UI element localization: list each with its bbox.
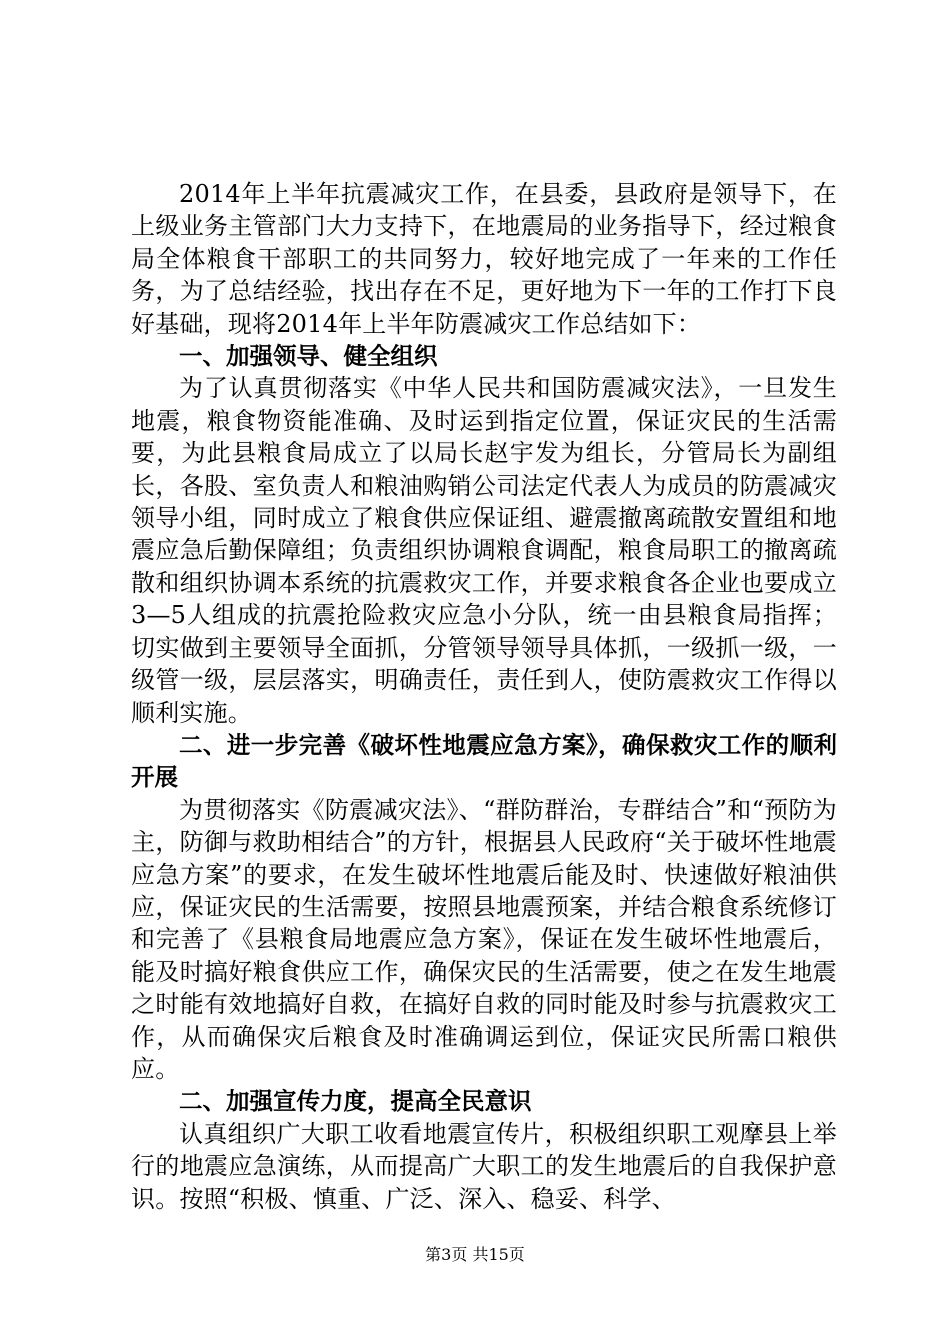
document-body <box>131 178 837 1215</box>
page-number-footer: 第3页 共15页 <box>425 1245 525 1264</box>
section-3-heading: 二、加强宣传力度，提高全民意识 <box>179 1087 532 1116</box>
section-1-paragraph: 为了认真贯彻落实《中华人民共和国防震减灾法》，一旦发生地震，粮食物资能准确、及时运到指定位置，保证灾民的生活需要，为此县粮食局成立了以局长赵宇发为组长，分管局长为副组长，各股、室负责人和粮油购销公司法定代表人为成员的防震减灾领导小组，同时成立了粮食供应保证组、避震撤离疏散安置组和地震应急后勤保障组；负责组织协调粮食调配，粮食局职工的撤离疏散和组织协调本系统的抗震救灾工作，并要求粮食各企业也要成立3—5人组成的抗震抢险救灾应急小分队，统一由县粮食局指挥；切实做到主要领导全面抓，分管领导领导具体抓，一级抓一级，一级管一级，层层落实，明确责任，责任到人，使防震救灾工作得以顺利实施。 <box>131 374 837 727</box>
section-3-paragraph: 认真组织广大职工收看地震宣传片，积极组织职工观摩县上举行的地震应急演练，从而提高广大职工的发生地震后的自我保护意识。按照“积极、慎重、广泛、深入、稳妥、科学、 <box>131 1119 837 1213</box>
section-2-heading: 二、进一步完善《破坏性地震应急方案》，确保救灾工作的顺利开展 <box>131 730 837 792</box>
section-2-paragraph: 为贯彻落实《防震减灾法》、“群防群治，专群结合”和“预防为主，防御与救助相结合”的方针，根据县人民政府“关于破坏性地震应急方案”的要求，在发生破坏性地震后能及时、快速做好粮油供应，保证灾民的生活需要，按照县地震预案，并结合粮食系统修订和完善了《县粮食局地震应急方案》，保证在发生破坏性地震后，能及时搞好粮食供应工作，确保灾民的生活需要，使之在发生地震之时能有效地搞好自救，在搞好自救的同时能及时参与抗震救灾工作，从而确保灾后粮食及时准确调运到位，保证灾民所需口粮供应。 <box>131 795 837 1083</box>
section-1-heading: 一、加强领导、健全组织 <box>179 342 438 371</box>
intro-paragraph: 2014年上半年抗震减灾工作，在县委，县政府是领导下，在上级业务主管部门大力支持下，在地震局的业务指导下，经过粮食局全体粮食干部职工的共同努力，较好地完成了一年来的工作任务，为了总结经验，找出存在不足，更好地为下一年的工作打下良好基础，现将2014年上半年防震减灾工作总结如下： <box>131 180 837 338</box>
